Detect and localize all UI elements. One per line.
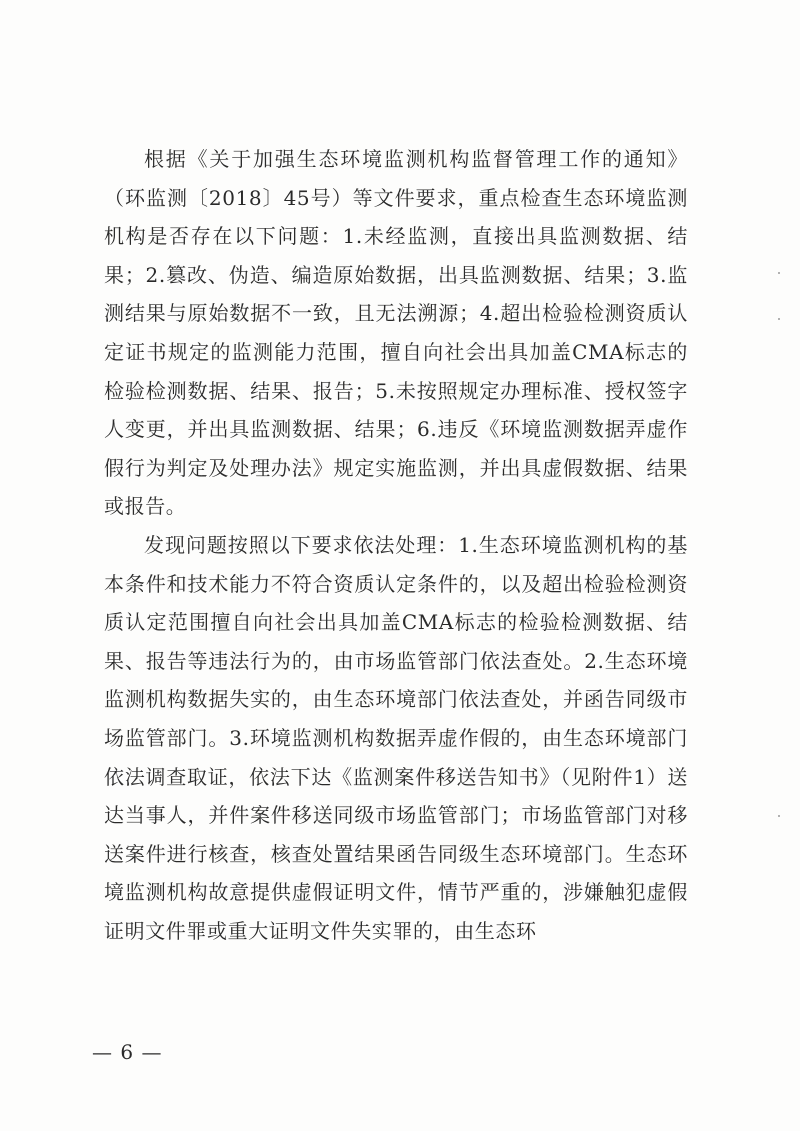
scan-speck: [778, 318, 780, 320]
document-body: [104, 140, 688, 950]
page-number: — 6 —: [92, 1040, 163, 1064]
paragraph-handling-requirements: 发现问题按照以下要求依法处理：1.生态环境监测机构的基本条件和技术能力不符合资质认定条件的，以及超出检验检测资质认定范围擅自向社会出具加盖CMA标志的检验检测数据、结果、报告等违法行为的，由市场监管部门依法查处。2.生态环境监测机构数据失实的，由生态环境部门依法查处，并函告同级市场监管部门。3.环境监测机构数据弄虚作假的，由生态环境部门依法调查取证，依法下达《监测案件移送告知书》（见附件1）送达当事人，并件案件移送同级市场监管部门；市场监管部门对移送案件进行核查，核查处置结果函告同级生态环境部门。生态环境监测机构故意提供虚假证明文件，情节严重的，涉嫌触犯虚假证明文件罪或重大证明文件失实罪的，由生态环: [104, 532, 688, 943]
scan-speck: [778, 272, 780, 274]
paragraph-inspection-items: 根据《关于加强生态环境监测机构监督管理工作的通知》（环监测〔2018〕45号）等文件要求，重点检查生态环境监测机构是否存在以下问题：1.未经监测，直接出具监测数据、结果；2.篡改、伪造、编造原始数据，出具监测数据、结果；3.监测结果与原始数据不一致，且无法溯源；4.超出检验检测资质认定证书规定的监测能力范围，擅自向社会出具加盖CMA标志的检验检测数据、结果、报告；5.未按照规定办理标准、授权签字人变更，并出具监测数据、结果；6.违反《环境监测数据弄虚作假行为判定及处理办法》规定实施监测，并出具虚假数据、结果或报告。: [104, 147, 688, 519]
scan-speck: [778, 815, 780, 817]
